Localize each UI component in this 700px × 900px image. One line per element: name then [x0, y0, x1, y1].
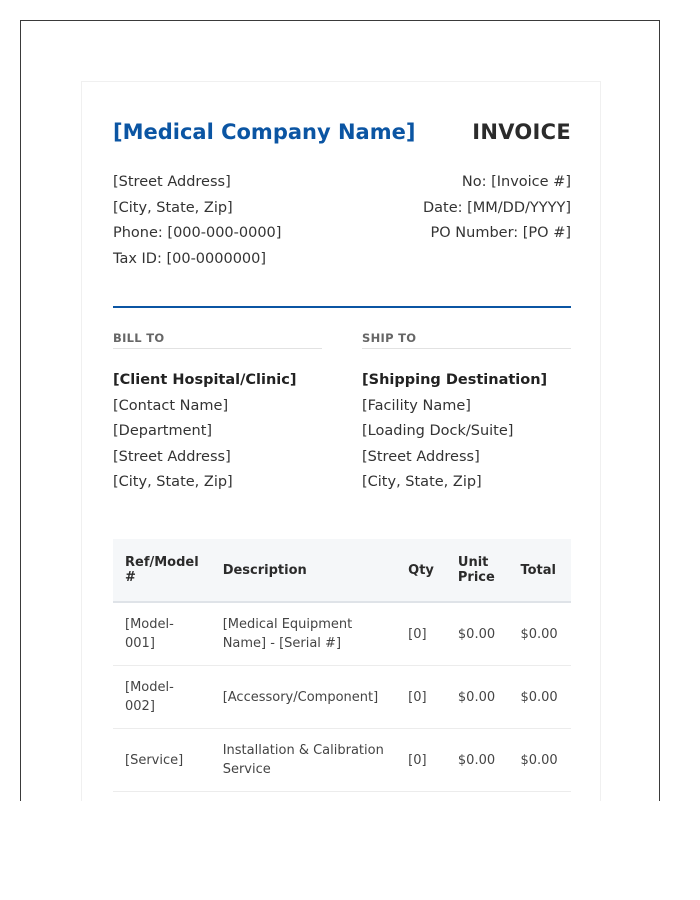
invoice-number: No: [Invoice #]	[461, 174, 571, 190]
invoice-meta	[423, 170, 571, 247]
bill-to-city-state-zip: [City, State, Zip]	[113, 474, 233, 490]
bill-to-heading: BILL TO	[113, 331, 322, 349]
cell-qty: [0]	[396, 666, 446, 729]
cell-unit-price: $0.00	[446, 602, 509, 666]
ship-to-street: [Street Address]	[362, 448, 480, 465]
cell-ref: [Model-002]	[113, 666, 211, 729]
cell-ref: [Model-001]	[113, 602, 211, 666]
cell-total: $0.00	[508, 602, 571, 666]
cell-total: $0.00	[508, 729, 571, 792]
header-unit-price: Unit Price	[446, 539, 509, 602]
ship-to-section	[362, 331, 571, 496]
bill-to-section	[113, 331, 322, 496]
bill-to-lines	[113, 368, 322, 496]
page-frame	[20, 20, 660, 801]
table-row	[113, 602, 571, 666]
header-divider	[113, 306, 571, 308]
po-number: PO Number: [PO #]	[430, 225, 571, 242]
company-tax-id: Tax ID: [00-0000000]	[113, 251, 267, 268]
company-name: [Medical Company Name]	[113, 120, 416, 144]
company-city-state-zip: [City, State, Zip]	[113, 199, 233, 216]
invoice-title: INVOICE	[472, 120, 571, 144]
header-ref-model: Ref/Model #	[113, 539, 211, 602]
bill-to-street: [Street Address]	[113, 448, 231, 465]
cell-description: [Accessory/Component]	[211, 666, 396, 729]
bill-to-name: [Client Hospital/Clinic]	[113, 372, 297, 388]
table-row	[113, 729, 571, 792]
cell-total: $0.00	[508, 666, 571, 729]
cell-ref: [Service]	[113, 729, 211, 792]
ship-to-lines	[362, 368, 571, 496]
ship-to-city-state-zip: [City, State, Zip]	[362, 474, 482, 490]
cell-qty: [0]	[396, 729, 446, 792]
company-address	[113, 170, 281, 273]
invoice-document	[81, 81, 601, 801]
cell-description: Installation & Calibration Service	[211, 729, 396, 792]
company-phone: Phone: [000-000-0000]	[113, 225, 282, 242]
table-row	[113, 666, 571, 729]
bill-to-department: [Department]	[113, 423, 213, 439]
table-header-row	[113, 539, 571, 602]
ship-to-heading: SHIP TO	[362, 331, 571, 349]
cell-description: [Medical Equipment Name] - [Serial #]	[211, 602, 396, 666]
bill-to-contact: [Contact Name]	[113, 397, 229, 414]
line-items-table	[113, 539, 571, 792]
header-total: Total	[508, 539, 571, 602]
header-description: Description	[211, 539, 396, 602]
header-qty: Qty	[396, 539, 446, 602]
cell-qty: [0]	[396, 602, 446, 666]
ship-to-facility: [Facility Name]	[362, 397, 471, 414]
cell-unit-price: $0.00	[446, 729, 509, 792]
invoice-date: Date: [MM/DD/YYYY]	[422, 199, 571, 216]
cell-unit-price: $0.00	[446, 666, 509, 729]
company-street: [Street Address]	[113, 174, 231, 190]
ship-to-name: [Shipping Destination]	[362, 372, 548, 388]
ship-to-dock: [Loading Dock/Suite]	[362, 423, 514, 439]
